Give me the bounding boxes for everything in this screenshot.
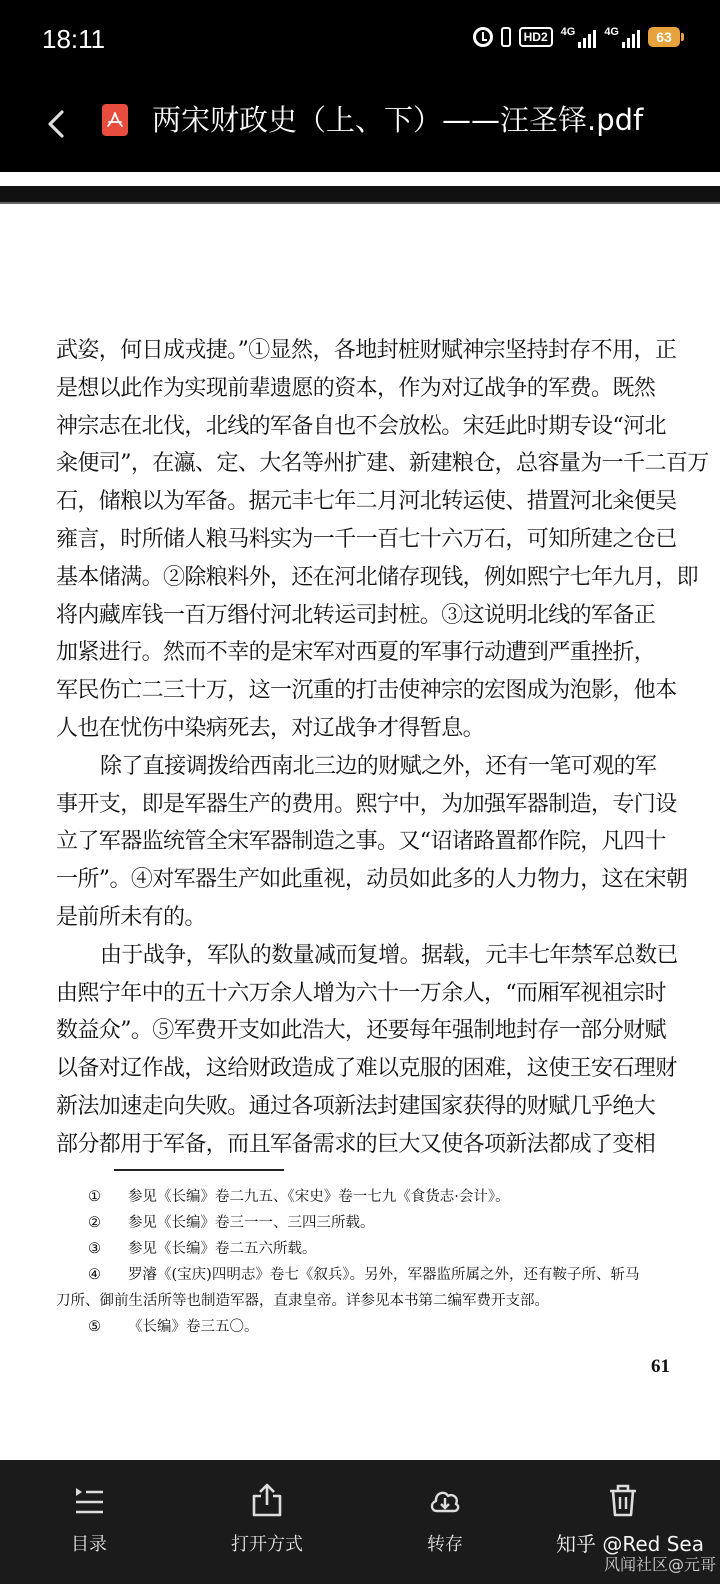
text-line: 事开支，即是军器生产的费用。熙宁中，为加强军器制造，专门设 <box>56 791 677 817</box>
footnote <box>56 1184 706 1210</box>
delete-icon <box>607 1482 639 1518</box>
text-line: 武姿，何日成戎捷。”①显然，各地封桩财赋神宗坚持封存不用，正 <box>56 338 677 363</box>
text-line: 神宗志在北伐，北线的军备自也不会放松。宋廷此时期专设“河北 <box>56 413 666 439</box>
status-bar <box>0 0 720 80</box>
status-time: 18:11 <box>42 24 106 54</box>
text-line: 以备对辽作战，这给财政造成了难以克服的困难，这使王安石理财 <box>56 1056 677 1082</box>
hd-badge: HD2 <box>519 27 553 47</box>
text-line: 由于战争，军队的数量减而复增。据载，元丰七年禁军总数已 <box>100 942 678 968</box>
page-top-divider <box>0 202 720 204</box>
footnote-number: ⑤ <box>88 1319 101 1335</box>
toc-button[interactable] <box>29 1460 149 1584</box>
footnote-number: ② <box>88 1215 101 1231</box>
text-line: 雍言，时所储人粮马料实为一千一百七十六万石，可知所建之仓已 <box>56 526 677 552</box>
page-number: 61 <box>651 1356 670 1377</box>
footnote <box>56 1236 706 1262</box>
text-line: 石，储粮以为军备。据元丰七年二月河北转运使、措置河北籴便吴 <box>56 489 677 515</box>
cloud-save-icon <box>429 1482 461 1518</box>
toc-label: 目录 <box>71 1534 107 1555</box>
text-line: 将内藏库钱一百万缗付河北转运司封桩。③这说明北线的军备正 <box>56 602 656 628</box>
page-top-edge <box>0 186 720 202</box>
text-line: 除了直接调拨给西南北三边的财赋之外，还有一笔可观的军 <box>100 753 657 779</box>
footnote-text: 参见《长编》卷三一一、三四三所载。 <box>128 1215 375 1231</box>
signal-icon-2 <box>604 26 640 48</box>
toc-icon <box>73 1482 105 1518</box>
footnote <box>56 1288 706 1314</box>
footnote <box>56 1314 706 1340</box>
footnote-number: ③ <box>88 1241 101 1257</box>
body-text <box>56 332 709 1164</box>
footnote-number: ① <box>88 1189 101 1205</box>
text-line: 人也在忧伤中染病死去，对辽战争才得暂息。 <box>56 715 485 741</box>
share-icon <box>251 1482 283 1518</box>
text-line: 是前所未有的。 <box>56 904 206 930</box>
text-line: 数益众”。⑤军费开支如此浩大，还要每年强制地封存一部分财赋 <box>56 1018 666 1044</box>
text-line: 加紧进行。然而不幸的是宋军对西夏的军事行动遭到严重挫折， <box>56 640 656 666</box>
pdf-page[interactable] <box>0 172 720 1460</box>
text-line: 部分都用于军备，而且军备需求的巨大又使各项新法都成了变相 <box>56 1131 656 1157</box>
footnote <box>56 1262 706 1288</box>
text-line: 军民伤亡二三十万，这一沉重的打击使神宗的宏图成为泡影，他本 <box>56 678 677 704</box>
text-line: 籴便司”，在瀛、定、大名等州扩建、新建粮仓，总容量为一千二百万 <box>56 451 709 477</box>
back-arrow-icon[interactable] <box>36 104 76 144</box>
open-with-button[interactable] <box>207 1460 327 1584</box>
text-line: 由熙宁年中的五十六万余人增为六十一万余人，“而厢军视祖宗时 <box>56 980 666 1006</box>
vibrate-icon <box>501 27 511 47</box>
text-line: 是想以此作为实现前辈遗愿的资本，作为对辽战争的军费。既然 <box>56 375 656 401</box>
footnote <box>56 1210 706 1236</box>
footnote-text: 罗濬《(宝庆)四明志》卷七《叙兵》。另外，军器监所属之外，还有鞍子所、斩马 <box>128 1267 640 1283</box>
save-to-button[interactable] <box>385 1460 505 1584</box>
footnote-text: 参见《长编》卷二九五、《宋史》卷一七九《食货志·会计》。 <box>128 1189 510 1205</box>
pdf-file-icon <box>102 104 128 136</box>
document-title: 两宋财政史（上、下）——汪圣铎.pdf <box>152 103 644 137</box>
signal-label: 4G <box>560 26 576 38</box>
watermark-zhihu: 知乎 @Red Sea <box>556 1532 704 1556</box>
footnote-text: 《长编》卷三五〇。 <box>128 1319 259 1335</box>
open-with-label: 打开方式 <box>231 1534 303 1555</box>
text-line: 新法加速走向失败。通过各项新法封建国家获得的财赋几乎绝大 <box>56 1093 656 1119</box>
footnote-divider <box>114 1169 284 1171</box>
signal-icon <box>561 26 597 48</box>
footnote-text: 参见《长编》卷二五六所载。 <box>128 1241 317 1257</box>
signal-label-2: 4G <box>604 26 619 38</box>
battery-icon: 63 <box>648 27 680 47</box>
watermark-community: 风闻社区@元哥 <box>604 1555 717 1574</box>
footnotes <box>56 1184 706 1340</box>
footnote-number: ④ <box>88 1267 101 1283</box>
alarm-icon <box>473 27 493 47</box>
status-icons <box>473 26 680 48</box>
text-line: 基本储满。②除粮料外，还在河北储存现钱，例如熙宁七年九月，即 <box>56 564 699 590</box>
footnote-text: 刀所、御前生活所等也制造军器，直隶皇帝。详参见本书第二编军费开支部。 <box>56 1293 549 1309</box>
save-to-label: 转存 <box>427 1534 463 1555</box>
text-line: 一所”。④对军器生产如此重视，动员如此多的人力物力，这在宋朝 <box>56 867 688 893</box>
text-line: 立了军器监统管全宋军器制造之事。又“诏诸路置都作院，凡四十 <box>56 829 666 855</box>
